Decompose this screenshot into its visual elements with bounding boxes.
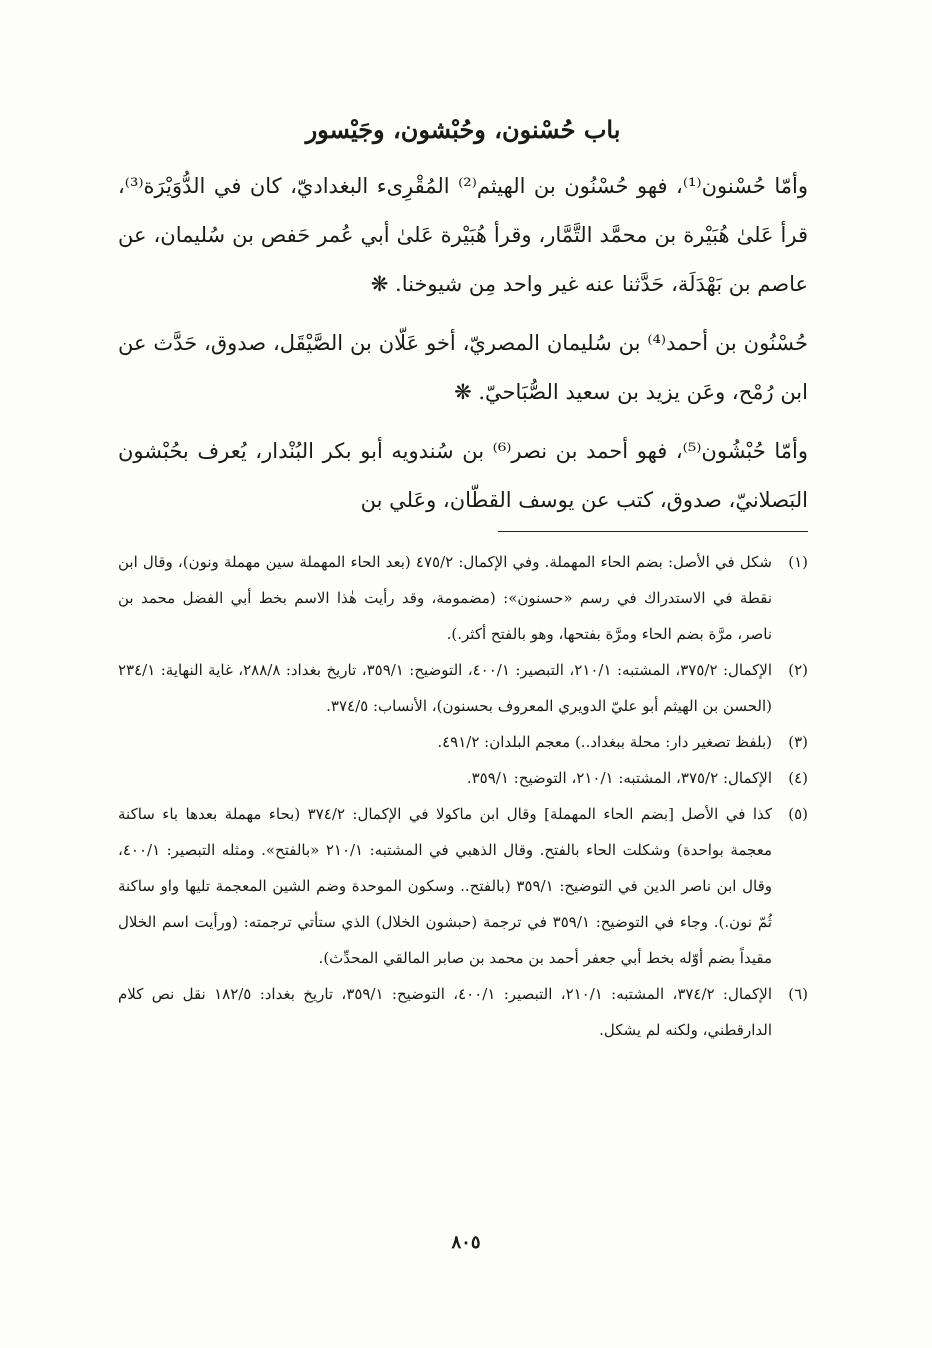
footnote-number: (٥) <box>788 805 808 823</box>
footnote-number: (٦) <box>788 985 808 1003</box>
footnote-3 <box>118 724 808 760</box>
footnote-number: (٢) <box>788 661 808 679</box>
footnote-text: الإكمال: ٣٧٥/٢، المشتبه: ٢١٠/١، التوضيح: ٣٥٩/١. <box>466 769 772 787</box>
footnote-text: الإكمال: ٣٧٥/٢، المشتبه: ٢١٠/١، التبصير: ٤٠٠/١، التوضيح: ٣٥٩/١، تاريخ بغداد: ٢٨٨/٨، غاية النهاية: ٢٣٤/١ (الحسن بن الهيثم أبو عليّ الدويري المعروف بحسنون)، الأنساب: ٣٧٤/٥. <box>118 661 772 715</box>
paragraph-hasnun: وأمّا حُسْنون⁽¹⁾، فهو حُسْنُون بن الهيثم⁽²⁾ المُقْرِىء البغداديّ، كان في الدُّوَيْرَة⁽³⁾، قرأ عَلىٰ هُبَيْرة بن محمَّد التَّمَّار، وقرأ هُبَيْرة عَلىٰ أبي عُمر حَفص بن سُليمان، عن عاصم بن بَهْدَلَة، حَدَّثنا عنه غير واحد مِن شيوخنا. ❋ <box>118 174 809 296</box>
footnote-number: (٤) <box>788 769 808 787</box>
page-number: ٨٠٥ <box>451 1232 481 1253</box>
paragraph-habshun: وأمّا حُبْشُون⁽⁵⁾، فهو أحمد بن نصر⁽⁶⁾ بن سُندويه أبو بكر البُنْدار، يُعرف بحُبْشون البَصلانيّ، صدوق، كتب عن يوسف القطّان، وعَلي بن <box>118 439 808 512</box>
footnote-number: (١) <box>788 553 808 571</box>
footnote-2 <box>118 652 808 724</box>
footnote-text: شكل في الأصل: بضم الحاء المهملة. وفي الإكمال: ٤٧٥/٢ (بعد الحاء المهملة سين مهملة ونون)، وقال ابن نقطة في الاستدراك في رسم «حسنون»: (مضمومة، وقد رأيت هٰذا الاسم بخط أبي الفضل محمد بن ناصر، مرَّة بضم الحاء ومرَّة بفتحها، وهو بالفتح أكثر.). <box>118 553 772 643</box>
footnote-6 <box>118 976 808 1048</box>
paragraph-hasnun-ibn-ahmad: حُسْنُون بن أحمد⁽⁴⁾ بن سُليمان المصريّ، أخو عَلّان بن الصَّيْقَل، صدوق، حَدَّث عن ابن رُمْح، وعَن يزيد بن سعيد الصُّبَاحيّ. ❋ <box>118 331 808 404</box>
footnotes <box>118 544 808 1048</box>
footnote-5 <box>118 796 808 976</box>
footnote-4 <box>118 760 808 796</box>
footnote-text: كذا في الأصل [بضم الحاء المهملة] وقال ابن ماكولا في الإكمال: ٣٧٤/٢ (بحاء مهملة بعدها باء ساكنة معجمة بواحدة) وشكلت الحاء بالفتح. وقال الذهبي في المشتبه: ٢١٠/١ «بالفتح». ومثله التبصير: ٤٠٠/١، وقال ابن ناصر الدين في التوضيح: ٣٥٩/١ (بالفتح.. وسكون الموحدة وضم الشين المعجمة تليها واو ساكنة ثُمّ نون.). وجاء في التوضيح: ٣٥٩/١ في ترجمة (حبشون الخلال) الذي ستأتي ترجمته: (ورأيت اسم الخلال مقيداً بضم أوّله بخط أبي جعفر أحمد بن محمد بن صابر المالقي المحدِّث). <box>118 805 773 967</box>
page-title: باب حُسْنون، وحُبْشون، وجَيْسور <box>305 115 621 144</box>
footnote-number: (٣) <box>788 733 808 751</box>
footnote-text: (بلفظ تصغير دار: محلة ببغداد..) معجم البلدان: ٤٩١/٢. <box>437 733 772 751</box>
page-body <box>118 95 808 1048</box>
footnote-1 <box>118 544 808 652</box>
footnote-text: الإكمال: ٣٧٤/٢، المشتبه: ٢١٠/١، التبصير: ٤٠٠/١، التوضيح: ٣٥٩/١، تاريخ بغداد: ١٨٢/٥ نقل نص كلام الدارقطني، ولكنه لم يشكل. <box>118 985 772 1039</box>
footnote-divider <box>498 531 808 532</box>
